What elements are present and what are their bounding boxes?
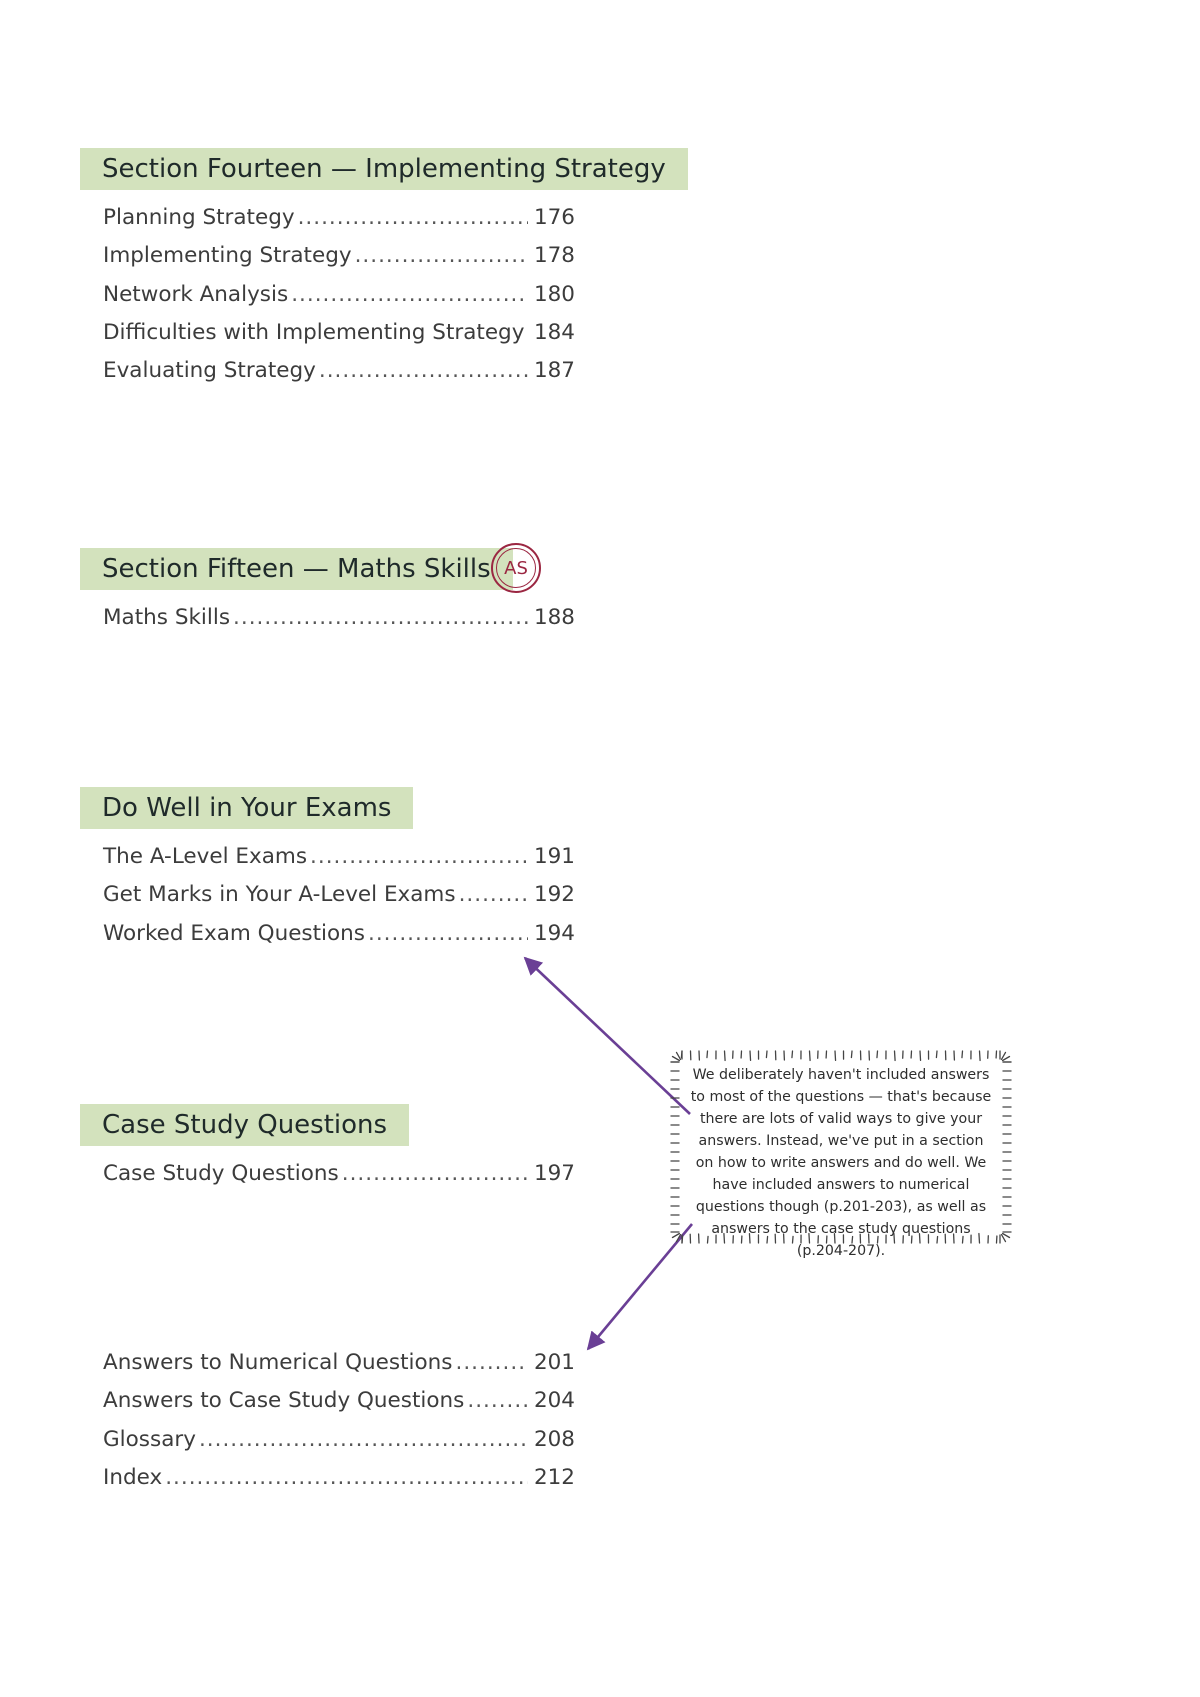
toc-entry[interactable] [103, 844, 575, 882]
toc-list-section-fifteen [103, 605, 575, 643]
toc-entry-page: 197 [533, 1161, 575, 1186]
toc-entry-title: Difficulties with Implementing Strategy [103, 319, 525, 345]
toc-entry-page: 201 [533, 1350, 575, 1375]
toc-entry[interactable] [103, 205, 575, 243]
toc-list-back-matter [103, 1350, 575, 1503]
toc-entry-page: 188 [533, 605, 575, 630]
toc-entry-title: The A-Level Exams [103, 844, 308, 869]
section-header-case-study: Case Study Questions [80, 1104, 409, 1146]
toc-entry[interactable] [103, 1388, 575, 1426]
toc-entry-page: 212 [533, 1464, 575, 1490]
dot-leader [310, 844, 528, 869]
toc-entry-page: 180 [533, 281, 575, 307]
toc-entry-title: Index [103, 1464, 163, 1490]
dot-leader [199, 1427, 528, 1452]
toc-entry-title: Evaluating Strategy [103, 358, 316, 384]
toc-entry-page: 192 [533, 882, 575, 908]
dot-leader [342, 1161, 528, 1186]
dot-leader [319, 358, 528, 383]
toc-entry-page: 191 [533, 844, 575, 869]
toc-entry-page: 204 [533, 1388, 575, 1414]
section-header-fifteen: Section Fifteen — Maths Skills [80, 548, 513, 590]
toc-list-exams [103, 844, 575, 959]
toc-entry[interactable] [103, 358, 575, 396]
as-level-badge [491, 543, 541, 593]
toc-entry-title: Answers to Numerical Questions [103, 1350, 453, 1375]
dot-leader [368, 921, 528, 946]
toc-entry-title: Worked Exam Questions [103, 920, 366, 946]
section-header-fourteen: Section Fourteen — Implementing Strategy [80, 148, 688, 190]
toc-entry[interactable] [103, 1465, 575, 1503]
dot-leader [291, 282, 528, 307]
dot-leader [459, 882, 528, 907]
toc-entry-title: Get Marks in Your A-Level Exams [103, 882, 456, 908]
toc-entry[interactable] [103, 1427, 575, 1465]
toc-entry[interactable] [103, 605, 575, 643]
toc-entry-page: 194 [533, 920, 575, 946]
toc-entry-title: Glossary [103, 1426, 196, 1452]
toc-entry[interactable] [103, 282, 575, 320]
note-text: We deliberately haven't included answers to most of the questions — that's because there are lots of valid ways to give your answers. Instead, we've put in a section on how to write answers and do well. We have included answers to numerical questions though (p.201-203), as well as answers to the case study questions (p.204-207). [690, 1067, 992, 1259]
toc-entry-page: 208 [533, 1426, 575, 1452]
dot-leader [355, 243, 528, 268]
toc-entry-page: 178 [533, 243, 575, 269]
toc-entry[interactable] [103, 921, 575, 959]
toc-entry-page: 176 [533, 205, 575, 230]
toc-entry-title: Network Analysis [103, 281, 289, 307]
toc-list-case-study [103, 1161, 575, 1199]
toc-entry-page: 187 [533, 358, 575, 384]
answers-note [668, 1048, 1014, 1259]
dot-leader [527, 320, 528, 345]
arrow-to-exams [525, 958, 690, 1114]
toc-list-section-fourteen [103, 205, 575, 396]
toc-entry[interactable] [103, 320, 575, 358]
toc-entry-title: Implementing Strategy [103, 243, 352, 269]
dot-leader [233, 605, 528, 630]
toc-entry-title: Answers to Case Study Questions [103, 1388, 465, 1414]
toc-entry[interactable] [103, 243, 575, 281]
dot-leader [165, 1465, 528, 1490]
toc-entry-title: Case Study Questions [103, 1161, 339, 1186]
dot-leader [456, 1350, 528, 1375]
dot-leader [298, 205, 528, 230]
section-header-exams: Do Well in Your Exams [80, 787, 413, 829]
toc-entry-page: 184 [533, 319, 575, 345]
as-badge-label: AS [496, 548, 536, 588]
toc-entry[interactable] [103, 1350, 575, 1388]
dot-leader [467, 1388, 528, 1413]
toc-entry-title: Planning Strategy [103, 205, 295, 230]
toc-entry[interactable] [103, 882, 575, 920]
toc-entry[interactable] [103, 1161, 575, 1199]
toc-entry-title: Maths Skills [103, 605, 231, 630]
